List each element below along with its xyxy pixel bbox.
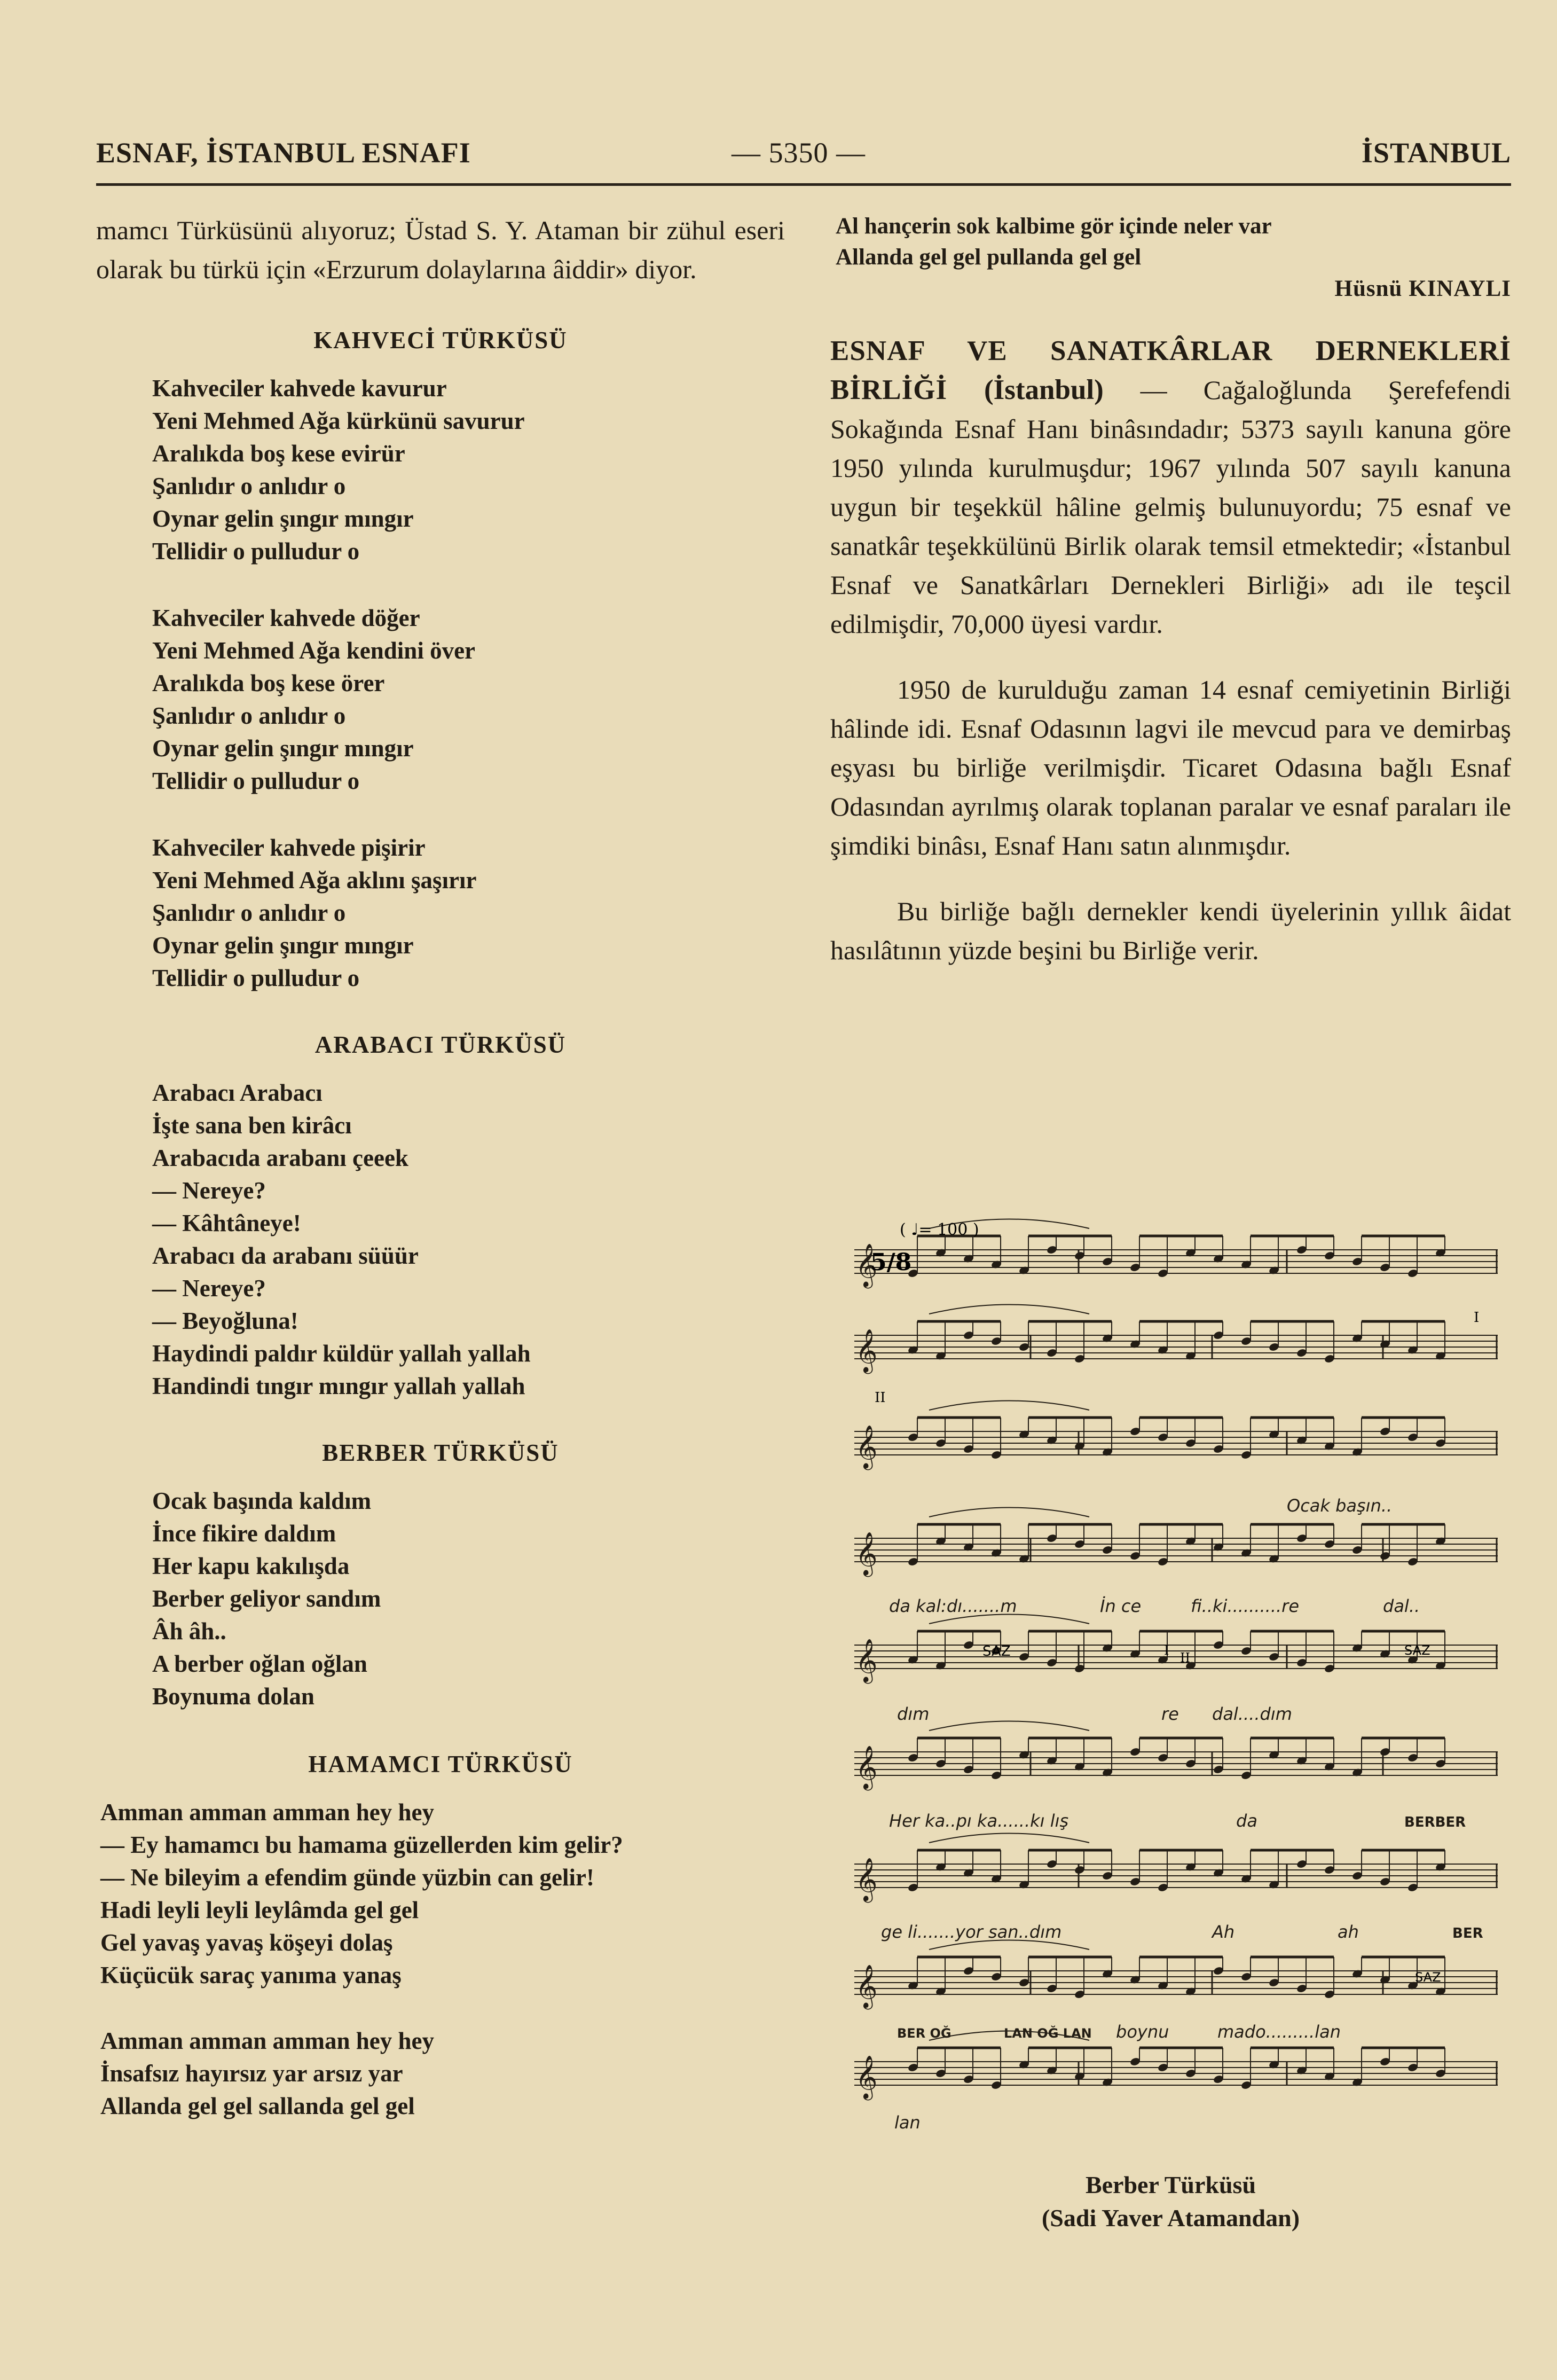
header-left: ESNAF, İSTANBUL ESNAFI (96, 137, 471, 169)
poem-line: Amman amman amman hey hey (100, 2027, 434, 2054)
lyric: da kal:dı.......m (889, 1596, 1017, 1616)
kahveci-stanza-1 (96, 372, 785, 568)
poem-line: — Kâhtâneye! (152, 1210, 301, 1236)
poem-line: İnsafsız hayırsız yar arsız yar (100, 2060, 403, 2087)
poem-line: Yeni Mehmed Ağa aklını şaşırır (152, 867, 477, 894)
poem-line: Handindi tıngır mıngır yallah yallah (152, 1373, 525, 1399)
poem-line: — Nereye? (152, 1177, 266, 1204)
poem-line: Arabacı Arabacı (152, 1079, 323, 1106)
treble-clef-icon: 𝄞 (855, 2055, 878, 2099)
poem-line: Arabacıda arabanı çeeek (152, 1145, 408, 1171)
entry-city: (İstanbul) (984, 374, 1104, 405)
poem-line: Ocak başında kaldım (152, 1488, 372, 1514)
poem-line: Şanlıdır o anlıdır o (152, 899, 346, 926)
poem-line: Aralıkda boş kese evirür (152, 440, 405, 467)
arabaci-poem (96, 1077, 785, 1403)
poem-line: Tellidir o pulludur o (152, 538, 360, 565)
lyric: dal....dım (1212, 1704, 1292, 1724)
right-column (830, 211, 1511, 970)
score-caption (830, 2168, 1511, 2235)
header-rule (96, 183, 1511, 186)
sheet-music-score (849, 1212, 1503, 2142)
score-svg (849, 1212, 1503, 2142)
saz-mark: SAZ (1415, 1970, 1441, 1985)
poem-line: Yeni Mehmed Ağa kürkünü savurur (152, 408, 525, 434)
hamamci-stanza-2 (96, 2025, 785, 2123)
time-signature: 5/8 (870, 1249, 912, 1276)
caption-source: (Sadi Yaver Atamandan) (1041, 2204, 1300, 2232)
intro-paragraph: mamcı Türküsünü alıyoruz; Üstad S. Y. Ataman bir zühul eseri olarak bu türkü için «Erzurum dolaylarına âiddir» diyor. (96, 215, 785, 284)
author-signature: Hüsnü KINAYLI (1334, 276, 1511, 301)
poem-line: Oynar gelin şıngır mıngır (152, 735, 414, 762)
poem-line: Al hançerin sok kalbime gör içinde neler var (836, 214, 1272, 239)
hamamci-poem-end (830, 211, 1511, 273)
poem-line: — Ey hamamcı bu hamama güzellerden kim gelir? (100, 1831, 623, 1858)
kahveci-stanza-3 (96, 832, 785, 995)
tempo-mark: ( ♩= 100 ) (900, 1220, 979, 1239)
treble-clef-icon: 𝄞 (855, 1964, 878, 2008)
treble-clef-icon: 𝄞 (855, 1531, 878, 1575)
lyric: boynu (1116, 2022, 1169, 2042)
running-header (96, 136, 1511, 174)
lyric: lan (894, 2112, 921, 2133)
poem-line: Haydindi paldır küldür yallah yallah (152, 1340, 531, 1367)
poem-line: Arabacı da arabanı süüür (152, 1242, 419, 1269)
poem-line: Şanlıdır o anlıdır o (152, 702, 346, 729)
berber-poem (96, 1485, 785, 1713)
slur (929, 1508, 1089, 1517)
lyric: LAN OĞ LAN (1004, 2026, 1092, 2041)
lyric: re (1161, 1704, 1179, 1724)
section-mark-ii: II (875, 1390, 886, 1406)
staves (854, 1219, 1498, 2101)
lyric: BER OĞ (897, 2026, 952, 2041)
poem-line: Kahveciler kahvede döğer (152, 605, 420, 631)
arabaci-title: ARABACI TÜRKÜSÜ (314, 1031, 567, 1058)
section-mark-i: I (1164, 1643, 1169, 1658)
poem-line: Kahveciler kahvede pişirir (152, 834, 426, 861)
header-right: İSTANBUL (1361, 137, 1511, 169)
lyric: BERBER (1404, 1814, 1466, 1830)
poem-line: Amman amman amman hey hey (100, 1799, 434, 1826)
poem-line: Hadi leyli leyli leylâmda gel gel (100, 1897, 419, 1923)
lyric: BER (1452, 1925, 1483, 1941)
treble-clef-icon: 𝄞 (855, 1243, 878, 1287)
lyric: İn ce (1100, 1596, 1142, 1616)
poem-line: Oynar gelin şıngır mıngır (152, 932, 414, 959)
treble-clef-icon: 𝄞 (855, 1638, 878, 1682)
treble-clef-icon: 𝄞 (855, 1745, 878, 1789)
lyric: fi..ki..........re (1191, 1596, 1299, 1616)
paragraph-dues: Bu birliğe bağlı dernekler kendi üyelerinin yıllık âidat hasılâtının yüzde beşini bu Birliğe verir. (830, 896, 1511, 965)
slur (929, 1834, 1089, 1843)
poem-line: Allanda gel gel pullanda gel gel (836, 245, 1142, 270)
poem-line: Âh âh.. (152, 1618, 226, 1645)
lyric: ah (1338, 1922, 1359, 1942)
lyric: dal.. (1383, 1596, 1420, 1616)
lyric: dım (897, 1704, 930, 1724)
poem-line: Yeni Mehmed Ağa kendini över (152, 637, 476, 664)
poem-line: — Nereye? (152, 1275, 266, 1302)
left-column (96, 211, 785, 2123)
poem-line: Boynuma dolan (152, 1683, 314, 1710)
poem-line: — Beyoğluna! (152, 1308, 298, 1334)
poem-line: Allanda gel gel sallanda gel gel (100, 2093, 415, 2119)
saz-mark: SAZ (1404, 1643, 1430, 1658)
entry-text: — Cağaloğlunda Şerefefendi Sokağında Esnaf Hanı binâsındadır; 5373 sayılı kanuna göre 1950 yılında kurulmuşdur; 1967 yılında 507 sayılı kanuna uygun bir teşekkül hâline gelmiş bulunuyordu; 75 esnaf ve sanatkâr teşekkülünü Birlik olarak temsil etmektedir; «İstanbul Esnaf ve Sanatkârları Dernekleri Birliği» adı ile teşcil edilmişdir, 70,000 üyesi vardır. (830, 375, 1511, 639)
poem-line: A berber oğlan oğlan (152, 1650, 367, 1677)
poem-line: Kahveciler kahvede kavurur (152, 375, 447, 402)
poem-line: Aralıkda boş kese örer (152, 670, 385, 696)
poem-line: İşte sana ben kirâcı (152, 1112, 352, 1139)
hamamci-title: HAMAMCI TÜRKÜSÜ (308, 1751, 573, 1778)
treble-clef-icon: 𝄞 (855, 1328, 878, 1372)
lyric: da (1236, 1811, 1257, 1831)
poem-line: Gel yavaş yavaş köşeyi dolaş (100, 1929, 393, 1956)
lyric: ge li.......yor san..dım (881, 1922, 1062, 1942)
poem-line: Şanlıdır o anlıdır o (152, 473, 346, 499)
entry-title: ESNAF VE SANATKÂRLAR DERNEKLERİ BİRLİĞİ (830, 335, 1511, 405)
kahveci-title: KAHVECİ TÜRKÜSÜ (313, 327, 568, 354)
berber-title: BERBER TÜRKÜSÜ (322, 1439, 559, 1466)
hamamci-stanza-1 (96, 1796, 785, 1992)
entry-paragraph (830, 332, 1511, 644)
poem-line: Berber geliyor sandım (152, 1585, 381, 1612)
poem-line: Oynar gelin şıngır mıngır (152, 505, 414, 532)
saz-mark: SAZ (982, 1643, 1011, 1659)
paragraph-founding: 1950 de kurulduğu zaman 14 esnaf cemiyetinin Birliği hâlinde idi. Esnaf Odasının lagvi ile mevcud para ve demirbaş eşyası bu birliğe verilmişdir. Ticaret Odasına bağlı Esnaf Odasından ayrılmış olarak toplanan paralar ve esnaf paraları ile şimdiki binâsı, Esnaf Hanı satın alınmışdır. (830, 675, 1511, 860)
treble-clef-icon: 𝄞 (855, 1424, 878, 1468)
treble-clef-icon: 𝄞 (855, 1857, 878, 1901)
page-number: — 5350 — (732, 137, 866, 169)
lyric: Ocak başın.. (1287, 1496, 1393, 1516)
lyric: Her ka..pı ka......kı lış (889, 1811, 1069, 1831)
poem-line: Her kapu kakılışda (152, 1553, 350, 1579)
section-mark-i: I (1474, 1310, 1480, 1326)
lyric: Ah (1212, 1922, 1235, 1942)
slur (929, 1721, 1089, 1731)
poem-line: Tellidir o pulludur o (152, 965, 360, 991)
caption-title: Berber Türküsü (1085, 2171, 1256, 2198)
poem-line: Tellidir o pulludur o (152, 768, 360, 794)
lyric: mado.........lan (1217, 2022, 1341, 2042)
poem-line: Küçücük saraç yanıma yanaş (100, 1962, 402, 1988)
section-mark-ii: II (1180, 1650, 1190, 1665)
slur (929, 1305, 1089, 1314)
poem-line: İnce fikire daldım (152, 1520, 336, 1547)
poem-line: — Ne bileyim a efendim günde yüzbin can gelir! (100, 1864, 594, 1891)
kahveci-stanza-2 (96, 602, 785, 797)
slur (929, 1401, 1089, 1411)
